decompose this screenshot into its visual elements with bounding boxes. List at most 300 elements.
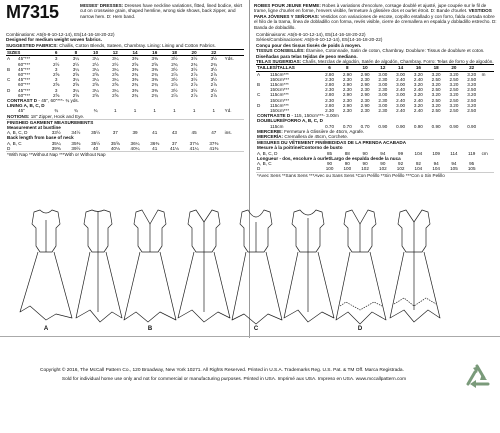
row-value: 36¼ (130, 140, 140, 146)
doublure-cell: 0.90 (431, 123, 441, 129)
row-fabric-width: 150cm*** (269, 97, 290, 103)
row-value: 2.30 (342, 97, 352, 103)
row-view-label: A (7, 56, 11, 62)
row-value: 105 (467, 166, 476, 172)
row-value: 94 (433, 161, 439, 167)
view-letter-d: D (357, 326, 363, 332)
notions-value: 18" Zipper, Hook and Eye. (30, 113, 85, 119)
row-fabric-width: 150cm*** (269, 76, 290, 82)
yardage-rows (6, 56, 244, 98)
concu-pour: Conçu pour des tissus tissés de poids à moyen. (256, 42, 362, 48)
lining-unit: Yd. (224, 108, 232, 114)
row-fabric-width: 60"*** (18, 61, 31, 67)
row-value: 3.20 (431, 82, 441, 88)
row-view-label: B (257, 82, 261, 88)
row-value: 3¼ (72, 66, 80, 72)
row-value: 3 (54, 66, 58, 72)
row-value: 2⅞ (171, 72, 178, 78)
row-value: 102 (396, 166, 405, 172)
row-view-label: D (7, 145, 11, 151)
row-value: 104 (414, 166, 423, 172)
row-fabric-width: 45"*** (18, 66, 31, 72)
row-fabric-width: 60"*** (18, 92, 31, 98)
row-value: 3.00 (378, 92, 388, 98)
row-value: 2½ (92, 61, 99, 67)
english-column (0, 0, 250, 157)
row-view-label: B (7, 66, 11, 72)
view-a-front-drawing (20, 210, 72, 320)
lining-cell: ¾ (54, 108, 59, 114)
size-cell: 16 (145, 50, 165, 56)
buste-cell: 114 (450, 150, 458, 156)
row-value: 2.90 (360, 102, 370, 108)
row-value: 2¾ (151, 82, 158, 88)
row-value: 2.80 (325, 71, 335, 77)
longueur-rows (256, 161, 494, 172)
row-fabric-width: 115cm*** (269, 92, 289, 98)
row-value: 3½ (210, 56, 218, 62)
size-cell: 18 (427, 65, 445, 71)
row-value: 2.50 (449, 97, 459, 103)
row-value: 90 (344, 161, 350, 167)
row-value: 3½ (210, 77, 218, 83)
size-cell: 20 (184, 50, 204, 56)
buste-cell: 90 (362, 150, 368, 156)
row-value: 2.30 (378, 76, 388, 82)
row-value: 3⅜ (131, 56, 139, 62)
size-cell: 16 (410, 65, 428, 71)
back-length-rows (6, 141, 244, 152)
row-value: 3.20 (413, 71, 423, 77)
row-value: 3⅜ (131, 77, 139, 83)
row-value: 2.50 (431, 97, 441, 103)
size-cell: 22 (463, 65, 481, 71)
view-letter-a: A (43, 326, 49, 332)
row-value: 3.20 (431, 92, 441, 98)
row-value: 95 (469, 161, 475, 167)
row-value: 2.90 (342, 102, 352, 108)
row-view-label: A (257, 71, 261, 77)
notions-label: NOTIONS: (7, 113, 30, 119)
row-value: 90 (326, 161, 333, 167)
footer-divider (0, 336, 500, 337)
row-value: 2.30 (360, 76, 370, 82)
row-value: 90 (380, 161, 386, 167)
finished-label: FINISHED GARMENT MEASUREMENTS (7, 119, 94, 125)
row-value: 3.00 (396, 92, 406, 98)
buste-cell: 99 (398, 150, 404, 156)
buste-unit: cm (481, 150, 488, 156)
row-value: 2.30 (325, 108, 335, 114)
row-value: 3.20 (467, 92, 477, 98)
row-value: 2.90 (360, 92, 370, 98)
row-value: 3¼ (72, 77, 80, 83)
sizes-label: SIZES (6, 50, 46, 56)
contraste-label: CONTRASTE D (257, 113, 291, 119)
row-value: 35⅝ (110, 140, 120, 146)
metric-rows (256, 71, 494, 113)
row-value: 3½ (190, 56, 198, 62)
row-value: 41⅜ (209, 145, 219, 151)
row-value: 39½ (71, 145, 81, 151)
metric-table (256, 64, 494, 177)
lining-cell: ¾ (93, 108, 98, 114)
row-value: 2.80 (325, 102, 335, 108)
row-value: 2.90 (342, 71, 352, 77)
doublure-label: DOUBLURE/FORRO A, B, C, D (257, 118, 323, 124)
row-value: 41 (152, 145, 158, 151)
row-value: 3⅜ (151, 87, 158, 93)
row-value: 3.20 (449, 92, 459, 98)
size-cell: 14 (125, 50, 145, 56)
contrast-label: CONTRAST D (7, 98, 38, 104)
lining-cell: 1 (133, 108, 137, 114)
row-value: 3.20 (449, 71, 459, 77)
bust-views: A, B, C, D (7, 130, 28, 136)
view-b-front-drawing (124, 210, 176, 322)
bust-cell: 43 (171, 130, 177, 136)
row-value: 41¼ (189, 145, 199, 151)
row-value: 2.50 (449, 108, 459, 114)
row-value: 3 (54, 87, 58, 93)
merceria-label: MERCERÍA: (257, 134, 284, 140)
row-value: 90 (362, 161, 368, 167)
row-value: 3.00 (378, 102, 388, 108)
row-value: 2.30 (360, 87, 370, 93)
row-value: 3⅜ (131, 87, 139, 93)
row-value: 2½ (72, 61, 80, 67)
row-value: 3.20 (449, 82, 459, 88)
bust-cell: 45 (191, 130, 197, 136)
row-value: 2¾ (190, 61, 198, 67)
buste-views: A, B, C, D (257, 150, 278, 156)
row-value: 3¼ (72, 87, 80, 93)
row-value: 2⅝ (72, 92, 80, 98)
view-d-front-drawing (336, 210, 386, 324)
row-value: 2.30 (325, 97, 335, 103)
bust-cell: 41 (152, 130, 158, 136)
row-view-label: A, B, C (7, 140, 22, 146)
nap-note: *With Nap **Without Nap ***With or Without Nap (6, 152, 244, 158)
row-value: 3¼ (92, 77, 99, 83)
row-value: 92 (415, 161, 421, 167)
row-fabric-width: 150cm*** (269, 87, 290, 93)
row-value: 2½ (112, 61, 119, 67)
row-view-label: D (7, 87, 11, 93)
doublure-cell: 0.90 (378, 123, 388, 129)
lining-cell: 1 (192, 108, 196, 114)
row-value: 3.00 (378, 82, 388, 88)
row-value: 2⅝ (151, 61, 158, 67)
row-value: 3¼ (72, 56, 80, 62)
mesures-label: MESURES DU VÊTEMENT FINI/MEDIDAS DE LA PRENDA ACABADA (257, 140, 407, 146)
row-fabric-width: 60"*** (18, 82, 31, 88)
row-value: 2.30 (360, 108, 370, 114)
row-value: 35⅜ (71, 140, 81, 146)
row-value: 2.80 (325, 82, 335, 88)
row-value: 2.40 (396, 76, 406, 82)
row-value: 3 (54, 77, 58, 83)
row-value: 2⅝ (112, 82, 119, 88)
row-fabric-width: 45"*** (18, 77, 31, 83)
row-value: 2⅝ (53, 92, 60, 98)
combinaisons: Combinaisons: A5(6-8-10-12-14), E5(14-16-18-20-22) (256, 32, 366, 37)
tissus-conseilles (250, 48, 500, 53)
lining-cell: ¾ (73, 108, 78, 114)
telas-sugeridas (250, 59, 500, 64)
row-value: 2.80 (325, 92, 335, 98)
yardage-table (6, 49, 244, 157)
view-b-back-drawing (178, 210, 230, 322)
view-letter-b: B (147, 326, 153, 332)
row-value: 2.30 (325, 76, 335, 82)
designed-for: Designed for medium weight woven fabrics. (6, 37, 102, 43)
row-value: 39⅜ (51, 145, 61, 151)
buste-label: Mesure à la poitrine/Contorno de busto (257, 145, 343, 151)
row-fabric-width: 115cm*** (269, 71, 289, 77)
row-value: 2.30 (378, 87, 388, 93)
bust-cell: 33½ (51, 130, 61, 136)
size-cell: 6 (46, 50, 66, 56)
row-value: 2¾ (131, 92, 139, 98)
row-value: 2.50 (431, 76, 441, 82)
row-value: 2⅝ (92, 82, 99, 88)
es-desc-text: Vestidos con variaciones de escote, corpiño entallado y con forro, falda cortada sobre el hilo de la trama, línea de dobladillo con forma, revés visible, cierre de cremallera en espalda y dobladillo estrecho. D: Banda de dobladillo. (254, 13, 497, 30)
row-fabric-width: 115cm*** (269, 102, 289, 108)
view-letter-c: C (253, 326, 259, 332)
row-fabric-width: 150cm*** (269, 108, 290, 114)
row-value: 2.40 (396, 108, 406, 114)
buste-cell: 104 (414, 150, 423, 156)
row-value: 3.00 (396, 82, 406, 88)
row-value: 3.20 (449, 102, 459, 108)
row-value: 3½ (210, 66, 218, 72)
view-c-back-drawing (284, 210, 334, 322)
header-fr-es (250, 0, 500, 32)
view-d-back-drawing (390, 210, 440, 322)
row-value: 2.50 (467, 87, 477, 93)
row-value: 2⅞ (190, 92, 198, 98)
row-value: 3½ (190, 87, 198, 93)
tailles-label: TAILLES/TALLAS (256, 65, 321, 71)
es-title: VESTIDOS PARA JÓVENES Y SEÑORAS: (254, 8, 492, 19)
row-value: 2.90 (342, 82, 352, 88)
suggested-fabrics (0, 43, 250, 48)
usage-notice: Sold for individual home use only and not for commercial or manufacturing purposes. Printed in USA. Imprimé aux USA. Impreso en USA. www.mccallpattern.com (61, 377, 407, 382)
row-value: 2⅞ (171, 82, 178, 88)
row-value: 2.40 (396, 87, 406, 93)
row-value: 2¾ (151, 92, 158, 98)
row-value: 105 (450, 166, 458, 172)
buste-cell: 85 (326, 150, 333, 156)
size-cell: 12 (105, 50, 125, 56)
row-value: 2.30 (342, 87, 352, 93)
row-fabric-width: 115cm*** (269, 82, 289, 88)
nap-note-row (6, 152, 244, 158)
row-value: 100 (343, 166, 352, 172)
row-value: 40 (93, 145, 99, 151)
size-cell: 10 (356, 65, 374, 71)
row-value: 2.50 (467, 97, 477, 103)
row-value: 2⅝ (131, 61, 139, 67)
row-value: 2.40 (413, 108, 423, 114)
contraste-value: - 115, 150cm***- 3.00m (291, 113, 339, 119)
row-value: 100 (325, 166, 334, 172)
row-value: 3½ (171, 56, 178, 62)
row-value: 2¾ (210, 61, 218, 67)
suggested-label: SUGGESTED FABRICS: (6, 42, 58, 48)
row-value: 3.20 (467, 71, 477, 77)
row-value: 94 (451, 161, 457, 167)
back-label: Back length from base of neck (7, 135, 74, 141)
row-value: 2.90 (360, 82, 370, 88)
row-value: 3¼ (112, 56, 119, 62)
tissus-text: Étamine, Cotonnade, Satin de coton, Chambray. Doublure: Tissus de doublure et coton. (306, 48, 485, 54)
row-value: 3.00 (396, 102, 406, 108)
size-cell: 10 (86, 50, 106, 56)
buste-cell: 119 (468, 150, 476, 156)
row-value: 3½ (210, 87, 218, 93)
fr-title: ROBES POUR JEUNE FEMME: (254, 3, 321, 8)
row-value: 2.50 (431, 108, 441, 114)
doublure-cell: 0.90 (449, 123, 459, 129)
row-value: 3½ (171, 77, 178, 83)
bust-cell: 47 (211, 130, 217, 136)
doublure-cell: 0.90 (467, 123, 477, 129)
row-fabric-width: 45"*** (18, 87, 31, 93)
view-a-back-drawing (76, 210, 122, 322)
row-value: 2½ (53, 61, 60, 67)
combinations: Combinations: A5(6-8-10-12-14), E5(14-16-18-20-22) (6, 32, 115, 37)
english-description (80, 3, 248, 19)
row-value: 102 (379, 166, 387, 172)
row-value: 3⅜ (131, 66, 139, 72)
row-value: 3¼ (112, 87, 119, 93)
row-unit: Yds. (224, 56, 234, 62)
lining-cell: 1 (173, 108, 176, 114)
size-cell: 20 (445, 65, 463, 71)
row-value: 3¼ (92, 66, 99, 72)
row-value: 2⅝ (72, 72, 80, 78)
row-value: 2.30 (378, 97, 388, 103)
bust-cell: 37 (112, 130, 118, 136)
row-value: 2⅝ (92, 72, 99, 78)
size-cell: 8 (66, 50, 86, 56)
row-view-label: D (257, 166, 261, 172)
row-value: 2⅞ (210, 72, 218, 78)
row-value: 2⅝ (92, 92, 99, 98)
row-value: 3.20 (413, 92, 423, 98)
row-value: 2¾ (171, 61, 178, 67)
row-view-label: C (257, 92, 261, 98)
row-value: 2.30 (378, 108, 388, 114)
view-c-front-drawing (232, 210, 282, 324)
doublure-cell: 0.90 (396, 123, 406, 129)
french-spanish-column (250, 0, 500, 178)
buste-cell: 109 (432, 150, 440, 156)
row-value: 3.00 (396, 71, 406, 77)
lining-cell: 1 (153, 108, 156, 114)
row-value: 2.50 (467, 76, 477, 82)
row-value: 3¼ (92, 87, 99, 93)
row-view-label: C (7, 77, 11, 83)
row-value: 37⅜ (209, 140, 219, 146)
row-value: 3.20 (467, 82, 477, 88)
tissus-label: TISSUS CONSEILLÉS: (256, 48, 305, 54)
fr-desc-text: Robes à variations d'encolure, corsage doublé et ajusté, jupe coupée sur le fil de trame, ligne d'ourlet en forme, l'envers visible, fermeture à glissière dos et ourlet étroit. D: Bande d'ourlet. (254, 3, 487, 14)
doublure-cell: 0.70 (342, 123, 352, 129)
size-cell: 6 (321, 65, 339, 71)
row-value: 2.30 (342, 76, 352, 82)
telas-text: Chalís, Mezclas de algodón, Satén de algodón, Chambray. Forro: Telas de forro y de algodón. (302, 59, 494, 65)
row-value: 92 (398, 161, 404, 167)
row-fabric-width: 45"*** (18, 56, 31, 62)
size-cell: 12 (374, 65, 392, 71)
row-value: 3¼ (112, 77, 119, 83)
row-value: 2⅝ (53, 82, 60, 88)
longueur-label: Longueur - dos, encolure à ourlet/Largo de espalda desde la nuca (257, 155, 401, 161)
row-value: 2.40 (396, 97, 406, 103)
doublure-cell: 0.90 (413, 123, 423, 129)
row-value: 3.20 (431, 71, 441, 77)
row-value: 2.40 (413, 87, 423, 93)
size-cell: 14 (392, 65, 410, 71)
size-cell: 22 (204, 50, 224, 56)
doublure-cell: 0.70 (360, 123, 370, 129)
bust-cell: 34½ (71, 130, 81, 136)
row-value: 37⅛ (189, 140, 199, 146)
row-value: 2.50 (431, 87, 441, 93)
row-value: 3½ (190, 66, 198, 72)
row-value: 40¼ (130, 145, 140, 151)
header-en (0, 0, 250, 32)
row-view-label: A, B, C (257, 161, 272, 167)
series-combinaciones: Séries/Combinaciones: A5(6-8-10-12-14), E5(14-16-18-20-22) (256, 37, 383, 43)
lining-label: LINING A, B, C, D (7, 103, 45, 109)
row-value: 2.90 (360, 71, 370, 77)
row-value: 37 (171, 140, 177, 146)
row-value: 2⅞ (210, 82, 218, 88)
row-value: 2¾ (151, 72, 158, 78)
fr-es-description (254, 3, 498, 30)
row-value: 41⅛ (169, 145, 179, 151)
row-value: 35½ (91, 140, 101, 146)
row-value: 2.50 (467, 108, 477, 114)
row-value: 35¼ (51, 140, 61, 146)
suggested-text: Challis, Cotton Blends, Sateen, Chambray. Lining: Lining and Cotton Fabrics. (59, 42, 216, 48)
row-value: 2.30 (360, 97, 370, 103)
copyright: Copyright © 2016, The McCall Pattern Co., 120 Broadway, New York 10271. All Rights Reserved. Printed in U.S.A. Trademarks Reg. U.S. Pat. & TM Off. Marca Registrada. (40, 368, 404, 373)
row-value: 3⅜ (151, 56, 158, 62)
mercerie-label: MERCERIE: (257, 128, 283, 134)
row-value: 2.40 (413, 76, 423, 82)
row-value: 2⅝ (53, 72, 60, 78)
row-value: 2.90 (342, 92, 352, 98)
row-value: 2⅞ (190, 72, 198, 78)
row-value: 2.50 (449, 87, 459, 93)
row-value: 3⅜ (151, 77, 158, 83)
row-value: 3½ (171, 66, 178, 72)
row-view-label: D (257, 102, 261, 108)
row-value: 3.00 (378, 71, 388, 77)
bust-cell: 39 (132, 130, 138, 136)
row-value: 2⅞ (190, 82, 198, 88)
lining-cell: 1 (212, 108, 216, 114)
buste-cell: 94 (380, 150, 386, 156)
row-value: 2.50 (449, 76, 459, 82)
garment-line-drawings (0, 202, 500, 336)
mercerie-value: Fermeture à Glissière de 45cm, Agrafe. (284, 128, 365, 134)
